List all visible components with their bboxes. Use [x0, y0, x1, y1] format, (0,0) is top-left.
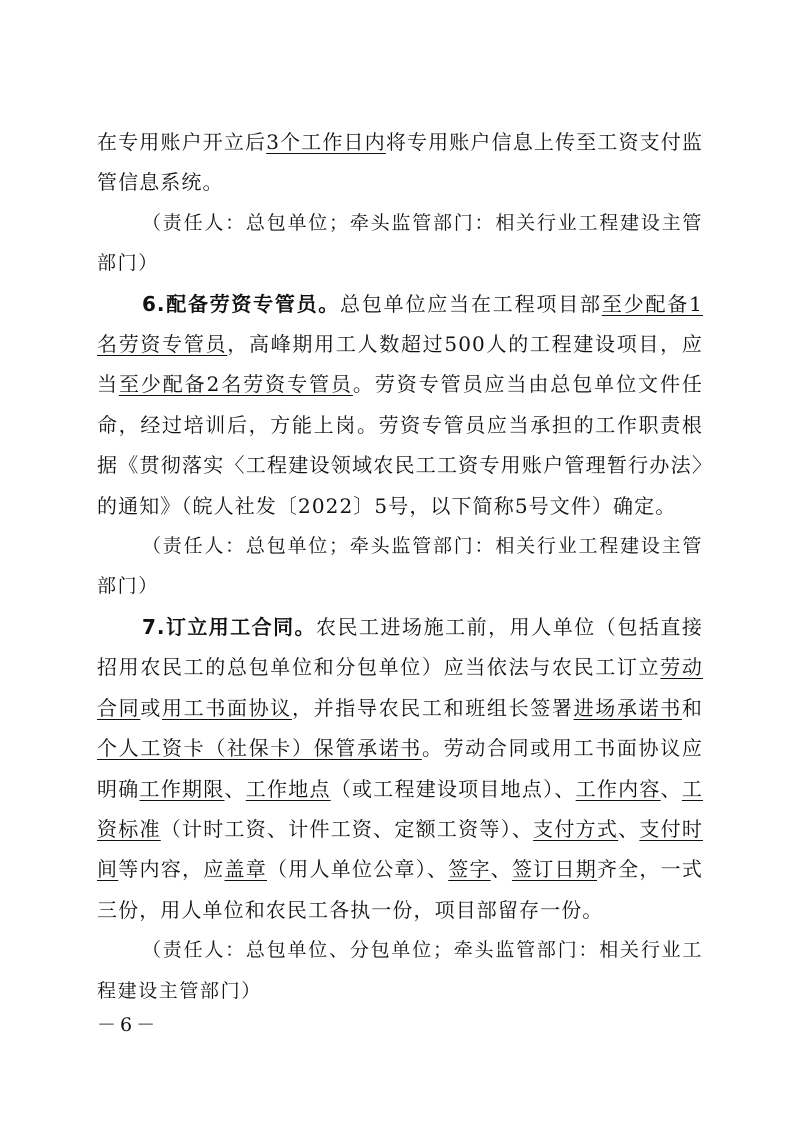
text-run: 、 — [660, 776, 682, 801]
underlined-term: 盖章 — [224, 857, 267, 882]
document-body — [97, 122, 703, 1011]
underlined-term: 签字 — [448, 857, 491, 882]
page-number: －6－ — [97, 1014, 160, 1036]
underlined-term: 支付方式 — [533, 816, 619, 841]
underlined-term: 3个工作日内 — [266, 130, 386, 154]
text-run: 、 — [618, 816, 640, 841]
section-heading: 6.配备劳资专管员。 — [142, 291, 341, 316]
paragraph-labor-officer — [97, 284, 703, 526]
underlined-term: 个人工资卡（社保卡）保管承诺书 — [97, 736, 422, 761]
responsibility-text: （责任人：总包单位；牵头监管部门：相关行业工程建设主管部门） — [97, 211, 703, 275]
underlined-term: 至少配备2名劳资专管员 — [118, 372, 353, 397]
underlined-term: 签订日期 — [511, 857, 597, 882]
text-run: 。劳资专管员应当由总包单位文件任命，经过培训后，方能上岗。劳资专管员应当承担的工作职责根据《贯彻落实〈工程建设领域农民工工资专用账户管理暂行办法〉的通知》（皖人社发〔2022〕5号，以下简称5号文件）确定。 — [97, 372, 703, 518]
text-run: 总包单位应当在工程项目部 — [340, 291, 602, 316]
text-run: ，并指导农民工和班组长签署 — [291, 695, 574, 720]
text-run: 、 — [224, 776, 246, 801]
responsibility-note-1 — [97, 203, 703, 284]
responsibility-note-2 — [97, 526, 703, 607]
text-run: 、 — [490, 857, 512, 882]
underlined-term: 劳动合同 — [97, 655, 703, 720]
underlined-term: 支付时间 — [97, 816, 703, 882]
text-run: （或工程建设项目地点）、 — [330, 776, 576, 801]
responsibility-note-3 — [97, 930, 703, 1011]
paragraph-labor-contract — [97, 607, 703, 930]
text-run: 在专用账户开立后 — [97, 130, 267, 154]
underlined-term: 工作地点 — [245, 776, 331, 801]
responsibility-text: （责任人：总包单位、分包单位；牵头监管部门：相关行业工程建设主管部门） — [97, 939, 703, 1002]
text-run: 齐全，一式三份，用人单位和农民工各执一份，项目部留存一份。 — [97, 857, 704, 922]
underlined-term: 进场承诺书 — [573, 695, 682, 720]
text-run: 和 — [681, 695, 703, 720]
underlined-term: 工作期限 — [139, 776, 225, 801]
section-heading: 7.订立用工合同。 — [142, 614, 316, 639]
underlined-term: 用工书面协议 — [162, 695, 292, 720]
underlined-term: 至少配备1名劳资专管员 — [97, 291, 704, 357]
text-run: 等内容，应 — [118, 857, 225, 882]
paragraph-account-info — [97, 122, 703, 203]
text-run: 将专用账户信息上传至工资支付监管信息系统。 — [97, 130, 704, 195]
text-run: 或 — [140, 695, 162, 720]
text-run: ，高峰期用工人数超过500人的工程建设项目，应当 — [97, 332, 703, 397]
text-run: 。劳动合同或用工书面协议应明确 — [97, 736, 703, 801]
text-run: （计时工资、计件工资、定额工资等）、 — [160, 816, 534, 841]
underlined-term: 工资标准 — [97, 776, 703, 841]
text-run: （用人单位公章）、 — [266, 857, 449, 882]
responsibility-text: （责任人：总包单位；牵头监管部门：相关行业工程建设主管部门） — [97, 535, 703, 598]
underlined-term: 工作内容 — [575, 776, 661, 801]
text-run: 农民工进场施工前，用人单位（包括直接招用农民工的总包单位和分包单位）应当依法与农民工订立 — [97, 614, 703, 680]
